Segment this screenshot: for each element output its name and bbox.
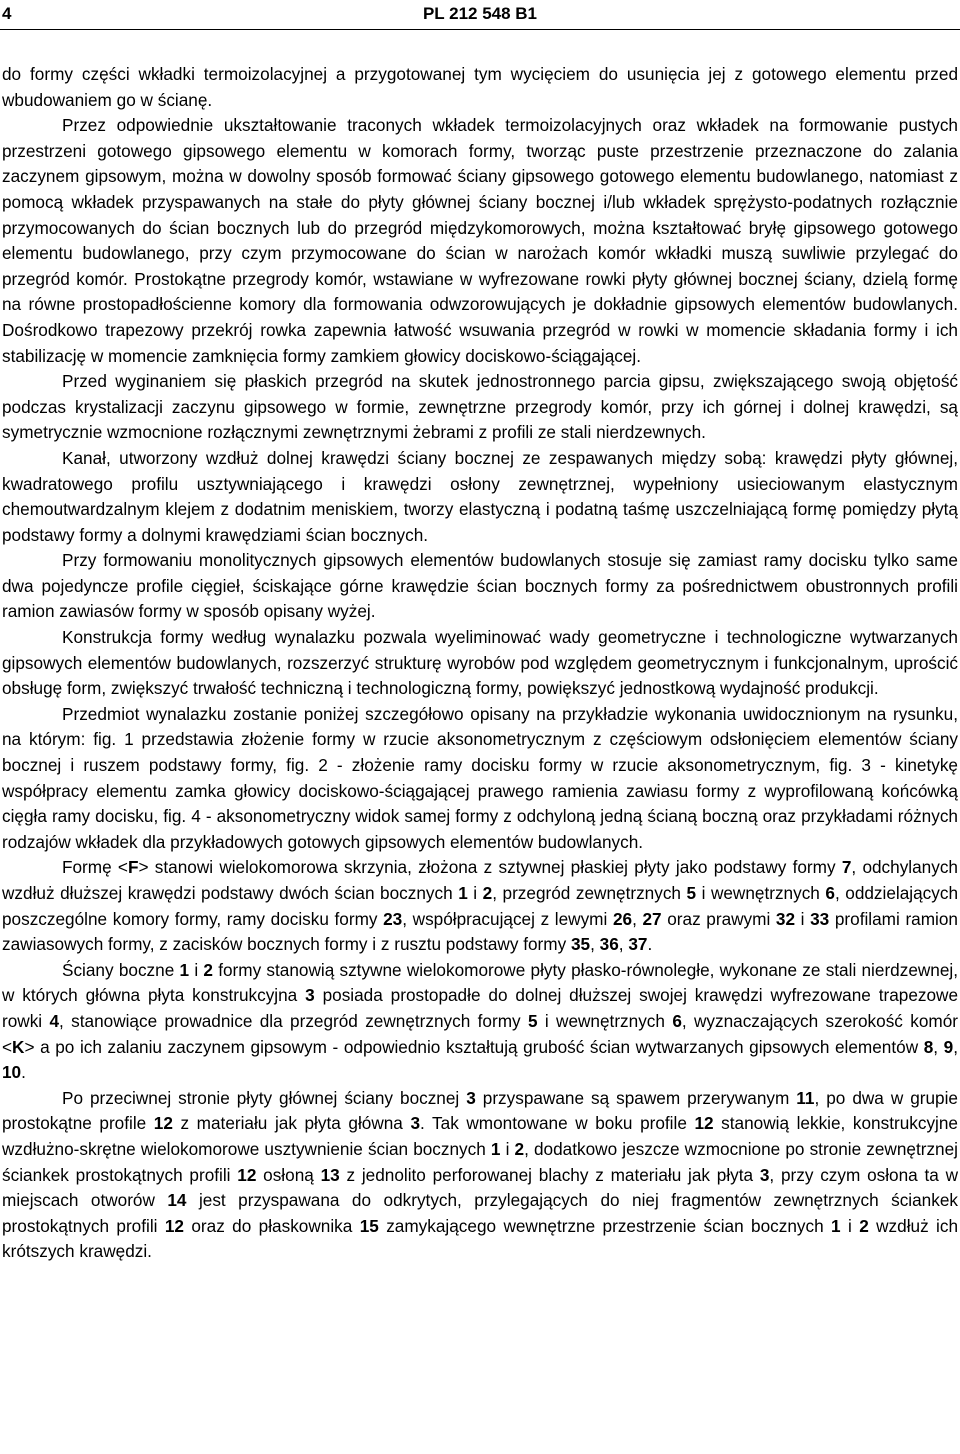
body-paragraph xyxy=(2,446,958,548)
reference-numeral: 7 xyxy=(841,857,852,878)
paragraph-text: , oddzielających poszczególne komory formy, ramy docisku formy xyxy=(2,883,959,929)
reference-numeral: 6 xyxy=(825,883,835,903)
paragraph-text: . Tak wmontowane w boku profile xyxy=(420,1113,695,1134)
paragraph-text: osłoną xyxy=(256,1164,321,1185)
paragraph-text: Przedmiot wynalazku zostanie poniżej szczegółowo opisany na przykładzie wykonania uwidocznionym na rysunku, na którym: fig. 1 przedstawia złożenie formy w rzucie aksonometrycznym z częściowym odsłonięciem elementów ściany bocznej i ruszem podstawy formy, fig. 2 - złożenie ramy docisku formy w rzucie aksonometrycznym, fig. 3 - kinetykę współpracy elementu zamka głowicy dociskowo-ściągającej prawego ramienia zawiasu formy z wyprofilowaną końcówką cięgła ramy docisku, fig. 4 - aksonometryczny widok samej formy z odchyloną jedną ścianą boczną oraz przykładami różnych rodzajów wkładek dla przykładowych gotowych gipsowych elementów budowlanych. xyxy=(2,703,958,852)
reference-numeral: 36 xyxy=(599,934,619,955)
paragraph-text: , xyxy=(953,1036,958,1057)
paragraph-text: Kanał, utworzony wzdłuż dolnej krawędzi ściany bocznej ze zespawanych między sobą: krawędzi płyty głównej, kwadratowego profilu usztywniającego i krawędzi osłony zewnętrznej, wypełniony usieciowanym elastycznym chemoutwardzalnym klejem z dodatnim meniskiem, tworzy elastyczną i podatną taśmę uszczelniającą formę pomiędzy płytą podstawy formy a dolnymi krawędziami ścian bocznych. xyxy=(2,447,958,545)
paragraph-text: Przez odpowiednie ukształtowanie traconych wkładek termoizolacyjnych oraz wkładek na formowanie pustych przestrzeni gotowego gipsowego elementu w komorach formy, tworząc puste przestrzenie przeznaczone do zalania zaczynem gipsowym, można w dowolny sposób formować ściany gipsowego gotowego elementu budowlanego, natomiast z pomocą wkładek przyspawanych na stałe do płyty głównej ściany bocznej i/lub wkładek sprężysto-podatnych rozłącznie przymocowanych do ścian bocznych lub do przegród międzykomorowych, można kształtować bryłę gipsowego gotowego elementu budowlanego, przy czym przymocowane do ścian w narożach komór wkładki muszą suwliwie przylegać do przegród komór. Prostokątne przegrody komór, wstawiane w wyfrezowane rowki płyty głównej bocznej ściany, dzielą formę na równe prostopadłościenne komory dla formowania odwzorowujących je dokładnie gipsowych elementów budowlanych. Dośrodkowo trapezowy przekrój rowka zapewnia łatwość wsuwania przegród w rowki w momencie składania formy i ich stabilizację w momencie zamknięcia formy zamkiem głowicy dociskowo-ściągającej. xyxy=(2,115,958,366)
reference-numeral: 2 xyxy=(859,1215,869,1236)
paragraph-text: . xyxy=(21,1062,26,1083)
body-paragraph xyxy=(2,625,958,702)
reference-numeral: 15 xyxy=(359,1215,379,1236)
paragraph-text: i xyxy=(189,959,204,980)
header-divider xyxy=(0,29,960,30)
reference-numeral: 1 xyxy=(179,959,190,980)
body-paragraph xyxy=(2,958,958,1086)
paragraph-text: > a po ich zalaniu zaczynem gipsowym - odpowiednio kształtują grubość ścian wytwarzanych gipsowych elementów xyxy=(24,1036,924,1057)
paragraph-text: i xyxy=(500,1138,515,1159)
paragraph-text: Formę < xyxy=(62,857,128,878)
paragraph-text: Po przeciwnej stronie płyty głównej ściany bocznej xyxy=(62,1087,467,1108)
body-paragraph xyxy=(2,113,958,369)
body-paragraph xyxy=(2,548,958,625)
paragraph-text: oraz do płaskownika xyxy=(183,1215,360,1236)
body-paragraph xyxy=(2,702,958,856)
paragraph-text: formy stanowią sztywne wielokomorowe płyty płasko-równoległe, wykonane ze stali nierdzewnej, w których główna płyta konstrukcyjna xyxy=(2,959,958,1006)
paragraph-text: , xyxy=(632,908,643,929)
paragraph-text: profilami ramion zawiasowych formy, z zacisków bocznych formy i z rusztu podstawy formy xyxy=(2,908,958,955)
paragraph-text: , przy czym osłona ta w miejscach otworów xyxy=(2,1164,959,1211)
page-number: 4 xyxy=(2,4,12,23)
page-header xyxy=(0,0,960,28)
reference-numeral: 10 xyxy=(2,1062,22,1083)
paragraph-text: > stanowi wielokomorowa skrzynia, złożona z sztywnej płaskiej płyty jako podstawy formy xyxy=(138,857,842,878)
paragraph-text: , xyxy=(618,934,629,955)
paragraph-text: z jednolito perforowanej blachy z materiału jak płyta xyxy=(339,1164,760,1185)
paragraph-text: , współpracującej z lewymi xyxy=(402,908,613,929)
paragraph-text: Przy formowaniu monolitycznych gipsowych elementów budowlanych stosuje się zamiast ramy docisku tylko same dwa pojedyncze profile cięgieł, ściskające górne krawędzie ścian bocznych formy za pośrednictwem obustronnych profili ramion zawiasów formy w sposób opisany wyżej. xyxy=(2,550,958,622)
body-paragraph xyxy=(2,1086,958,1265)
reference-numeral: K xyxy=(12,1036,25,1057)
reference-numeral: 3 xyxy=(305,985,315,1006)
reference-numeral: 4 xyxy=(49,1010,60,1031)
reference-numeral: 2 xyxy=(514,1138,525,1159)
paragraph-text: , stanowiące prowadnice dla przegród zewnętrznych formy xyxy=(59,1010,528,1031)
paragraph-text: . xyxy=(647,934,653,955)
paragraph-text: z materiału jak płyta główna xyxy=(172,1113,411,1134)
reference-numeral: 8 xyxy=(923,1036,934,1057)
reference-numeral: F xyxy=(127,857,139,878)
reference-numeral: 12 xyxy=(694,1113,714,1134)
paragraph-text: , odchylanych wzdłuż dłuższej krawędzi podstawy dwóch ścian bocznych xyxy=(2,857,958,903)
paragraph-text: jest przyspawana do odkrytych, przylegających do niej fragmentów zewnętrznych ściankek prostokątnych profili xyxy=(2,1190,958,1236)
paragraph-text: , xyxy=(590,934,600,955)
paragraph-text: , dodatkowo jeszcze wzmocnione po stronie zewnętrznej ściankek prostokątnych profili xyxy=(2,1138,958,1185)
body-paragraph xyxy=(2,369,958,446)
reference-numeral: 35 xyxy=(570,934,591,955)
paragraph-text: zamykającego wewnętrzne przestrzenie ścian bocznych xyxy=(378,1215,832,1236)
paragraph-text: i xyxy=(840,1215,860,1236)
reference-numeral: 1 xyxy=(458,883,468,903)
reference-numeral: 12 xyxy=(237,1164,257,1185)
document-id: PL 212 548 B1 xyxy=(422,4,538,23)
reference-numeral: 14 xyxy=(167,1190,187,1211)
reference-numeral: 11 xyxy=(796,1087,815,1108)
reference-numeral: 33 xyxy=(810,908,830,929)
reference-numeral: 2 xyxy=(203,959,213,980)
reference-numeral: 37 xyxy=(628,934,648,955)
paragraph-text: wzdłuż ich krótszych krawędzi. xyxy=(2,1215,959,1262)
reference-numeral: 23 xyxy=(383,908,403,929)
reference-numeral: 13 xyxy=(320,1164,340,1185)
paragraph-text: , wyznaczających szerokość komór < xyxy=(2,1010,959,1057)
document-body xyxy=(2,62,958,1265)
reference-numeral: 6 xyxy=(672,1010,682,1031)
body-paragraph xyxy=(2,62,958,113)
paragraph-text: Przed wyginaniem się płaskich przegród na skutek jednostronnego parcia gipsu, zwiększającego swoją objętość podczas krystalizacji zaczynu gipsowego w formie, zewnętrzne przegrody komór, przy ich górnej i dolnej krawędzi, są symetrycznie wzmocnione rozłącznymi zewnętrznymi żebrami z profili ze stali nierdzewnych. xyxy=(2,371,958,443)
paragraph-text: i xyxy=(795,908,811,929)
paragraph-text: posiada prostopadłe do dolnej dłuższej swojej krawędzi wyfrezowane trapezowe rowki xyxy=(2,985,958,1031)
reference-numeral: 32 xyxy=(775,908,796,929)
paragraph-text: Ściany boczne xyxy=(62,959,180,980)
reference-numeral: 2 xyxy=(482,883,493,903)
reference-numeral: 9 xyxy=(943,1036,954,1057)
paragraph-text: , xyxy=(933,1036,944,1057)
paragraph-text: i wewnętrznych xyxy=(537,1010,673,1031)
reference-numeral: 1 xyxy=(490,1138,501,1159)
reference-numeral: 12 xyxy=(153,1113,173,1134)
reference-numeral: 3 xyxy=(410,1113,420,1134)
reference-numeral: 27 xyxy=(642,908,662,929)
paragraph-text: i wewnętrznych xyxy=(696,883,826,903)
paragraph-text: przyspawane są spawem przerywanym xyxy=(475,1087,797,1108)
paragraph-text: oraz prawymi xyxy=(661,908,776,929)
paragraph-text: , przegród zewnętrznych xyxy=(492,883,687,903)
paragraph-text: , po dwa w grupie prostokątne profile xyxy=(2,1087,958,1134)
reference-numeral: 5 xyxy=(686,883,697,903)
reference-numeral: 3 xyxy=(759,1164,770,1185)
reference-numeral: 1 xyxy=(831,1215,841,1236)
paragraph-text: stanowią lekkie, konstrukcyjne wzdłużno-skrętne wielokomorowe usztywnienie ścian bocznych xyxy=(2,1113,958,1159)
reference-numeral: 3 xyxy=(466,1087,476,1108)
paragraph-text: do formy części wkładki termoizolacyjnej a przygotowanej tym wycięciem do usunięcia jej z gotowego elementu przed wbudowaniem go w ścianę. xyxy=(2,64,958,110)
reference-numeral: 12 xyxy=(164,1215,184,1236)
reference-numeral: 26 xyxy=(612,908,633,929)
paragraph-text: Konstrukcja formy według wynalazku pozwala wyeliminować wady geometryczne i technologiczne wytwarzanych gipsowych elementów budowlanych, rozszerzyć strukturę wyrobów pod względem geometrycznym i funkcjonalnym, uprościć obsługę form, zwiększyć trwałość techniczną i technologiczną formy, powiększyć jednostkową wydajność produkcji. xyxy=(2,627,958,699)
body-paragraph xyxy=(2,855,958,957)
paragraph-text: i xyxy=(467,883,483,903)
reference-numeral: 5 xyxy=(527,1010,538,1031)
